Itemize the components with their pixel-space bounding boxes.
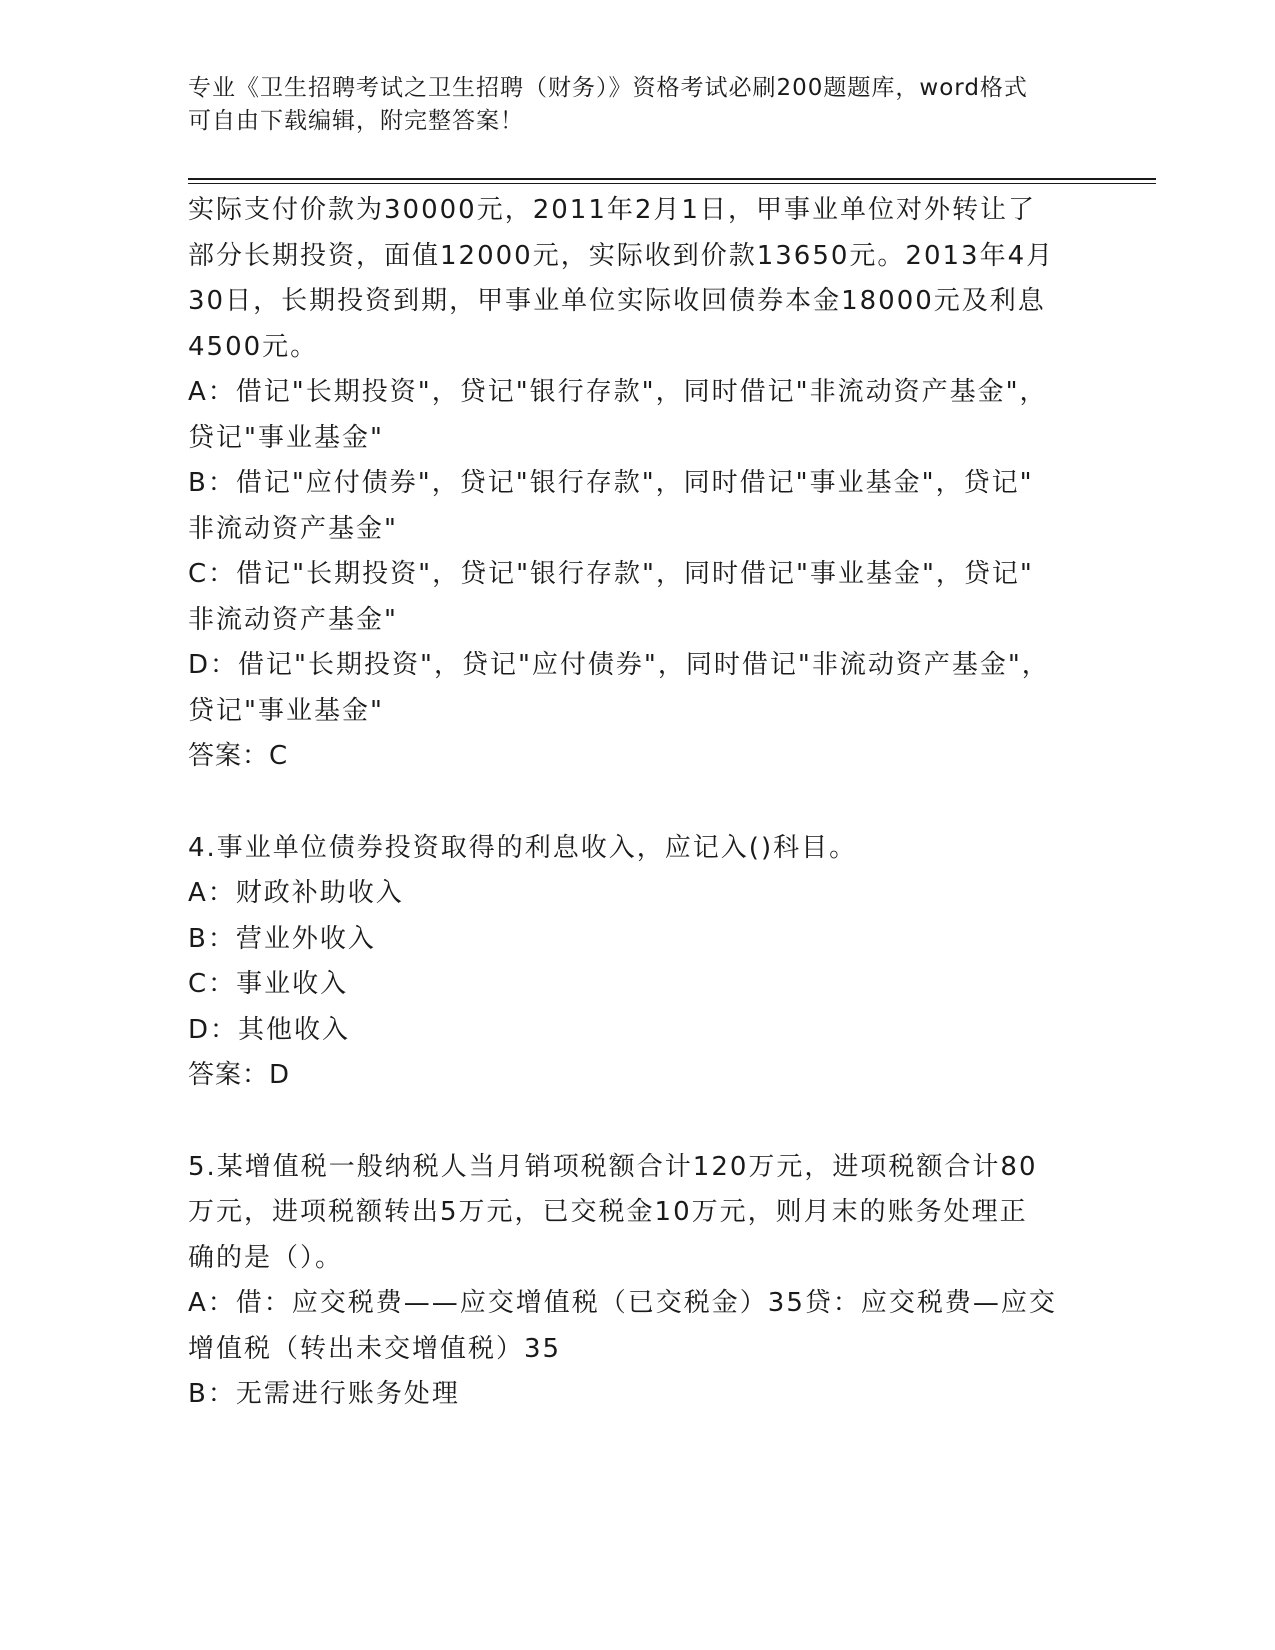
stem-line: 30日，长期投资到期，甲事业单位实际收回债券本金18000元及利息	[188, 286, 1046, 316]
question-3	[188, 188, 1088, 780]
question-3-answer: 答案：C	[188, 741, 289, 771]
question-5-stem	[188, 1145, 1088, 1282]
header-divider-thin	[188, 183, 1156, 184]
question-3-option-d	[188, 643, 1088, 734]
question-4-option-b: B：营业外收入	[188, 923, 376, 954]
option-line: 非流动资产基金"	[188, 513, 398, 544]
stem-line: 万元，进项税额转出5万元，已交税金10万元，则月末的账务处理正	[188, 1197, 1028, 1227]
question-4	[188, 826, 1088, 1099]
question-3-option-c	[188, 552, 1088, 643]
header-line-2: 可自由下载编辑，附完整答案！	[188, 108, 524, 134]
option-line: D：借记"长期投资"，贷记"应付债券"，同时借记"非流动资产基金"，	[188, 650, 1050, 680]
stem-line: 5.某增值税一般纳税人当月销项税额合计120万元，进项税额合计80	[188, 1151, 1038, 1182]
question-5	[188, 1145, 1088, 1418]
option-line: C：借记"长期投资"，贷记"银行存款"，同时借记"事业基金"，贷记"	[188, 559, 1034, 589]
question-3-stem	[188, 188, 1088, 370]
option-line: 贷记"事业基金"	[188, 695, 384, 726]
stem-line: 确的是（）。	[188, 1242, 344, 1273]
header-divider-thick	[188, 178, 1156, 180]
question-4-stem: 4.事业单位债券投资取得的利息收入，应记入()科目。	[188, 832, 858, 863]
question-3-option-a	[188, 370, 1088, 461]
document-body	[188, 188, 1088, 1418]
header-line-1: 专业《卫生招聘考试之卫生招聘（财务）》资格考试必刷200题题库，word格式	[188, 75, 1028, 101]
option-line: A：借：应交税费——应交增值税（已交税金）35贷：应交税费—应交	[188, 1288, 1057, 1318]
spacer	[188, 1099, 1088, 1145]
stem-line: 部分长期投资，面值12000元，实际收到价款13650元。2013年4月	[188, 240, 1055, 271]
question-5-option-a	[188, 1281, 1088, 1372]
stem-line: 4500元。	[188, 331, 319, 362]
document-header	[188, 72, 1088, 138]
question-4-answer: 答案：D	[188, 1060, 291, 1090]
question-5-option-b	[188, 1372, 1088, 1418]
option-line: B：借记"应付债券"，贷记"银行存款"，同时借记"事业基金"，贷记"	[188, 468, 1034, 498]
question-4-option-d: D：其他收入	[188, 1014, 351, 1045]
question-4-option-a: A：财政补助收入	[188, 878, 404, 908]
option-line: B：无需进行账务处理	[188, 1379, 460, 1409]
stem-line: 实际支付价款为30000元，2011年2月1日，甲事业单位对外转让了	[188, 195, 1036, 225]
question-3-option-b	[188, 461, 1088, 552]
option-line: 非流动资产基金"	[188, 604, 398, 635]
option-line: A：借记"长期投资"，贷记"银行存款"，同时借记"非流动资产基金"，	[188, 377, 1048, 407]
question-4-option-c: C：事业收入	[188, 969, 349, 999]
option-line: 增值税（转出未交增值税）35	[188, 1333, 562, 1364]
option-line: 贷记"事业基金"	[188, 422, 384, 453]
spacer	[188, 780, 1088, 826]
